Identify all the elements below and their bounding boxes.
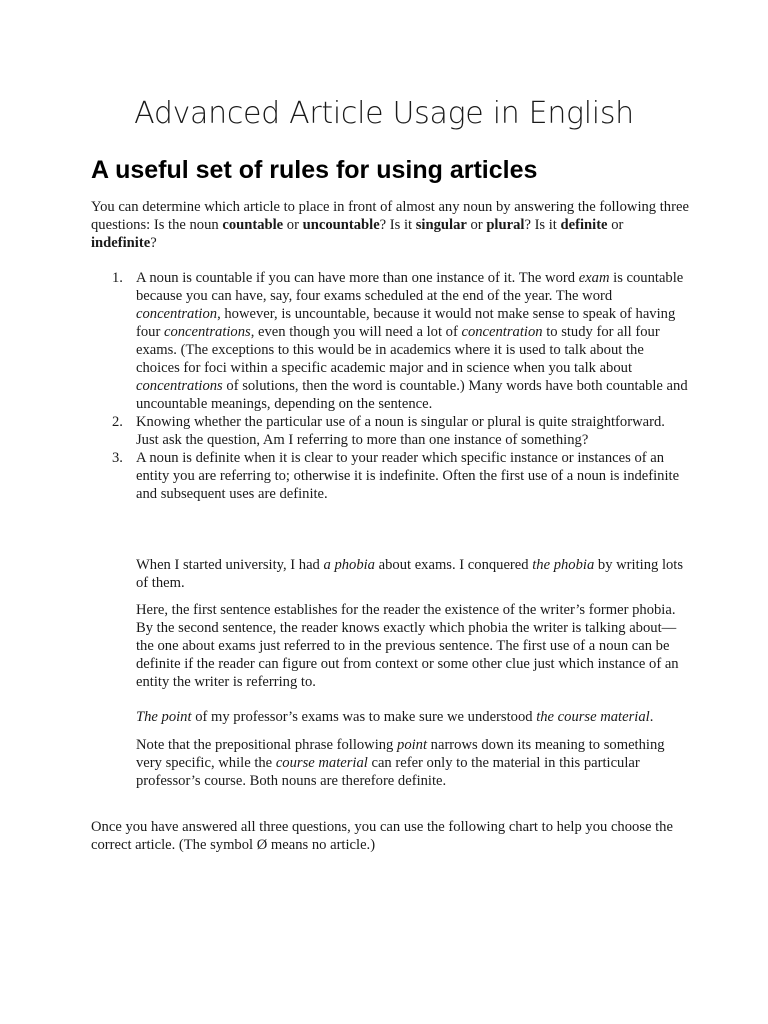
explanation-text: Note that the prepositional phrase following <box>136 737 398 753</box>
intro-text: You can determine which article to place in front of almost any noun by answering the following three questions: Is the noun <box>91 199 689 233</box>
rule-number: 1. <box>112 270 123 286</box>
intro-text: or <box>607 217 624 233</box>
example-text: . <box>649 709 654 725</box>
example-explanation-1: Here, the first sentence establishes for the reader the existence of the writer’s former phobia. By the second sentence, the reader knows exactly which phobia the writer is talking about—the one about exams just referred to in the previous sentence. The first use of a noun can be definite if the reader can figure out from context or some other clue just which instance of an entity the writer is referring to. <box>136 602 679 690</box>
rule-text: , however, is uncountable, because it would not make sense to speak of having four <box>136 306 676 340</box>
rule-item-3 <box>91 449 691 503</box>
rules-list <box>91 269 691 503</box>
term-indefinite: indefinite <box>91 235 151 251</box>
document-title: Advanced Article Usage in English <box>134 96 634 131</box>
rule-item-2 <box>91 413 691 449</box>
example-word: concentration <box>461 324 543 340</box>
intro-text: ? Is it <box>524 217 561 233</box>
rule-number: 2. <box>112 414 123 430</box>
example-sentence-1 <box>136 556 684 592</box>
example-word: concentrations <box>163 324 251 340</box>
example-explanation-2 <box>136 736 684 790</box>
rule-item-1 <box>91 269 691 413</box>
example-text: of my professor’s exams was to make sure we understood <box>191 709 537 725</box>
example-phrase: a phobia <box>323 557 375 573</box>
example-phrase: course material <box>275 755 368 771</box>
term-plural: plural <box>486 217 525 233</box>
example-text: When I started university, I had <box>136 557 324 573</box>
rule-text: A noun is definite when it is clear to your reader which specific instance or instances of an entity you are referring to; otherwise it is indefinite. Often the first use of a noun is indefinite and subsequent uses are definite. <box>136 450 680 502</box>
term-singular: singular <box>415 217 467 233</box>
example-word: concentration <box>136 306 218 322</box>
example-phrase: the course material <box>536 709 650 725</box>
rule-text: to study for all four exams. (The exceptions to this would be in academics where it is used to talk about the choices for foci within a specific academic major and in science when you talk about <box>136 324 660 376</box>
example-word: exam <box>578 270 610 286</box>
example-text: by writing lots of them. <box>136 557 684 591</box>
rule-text: , even though you will need a lot of <box>250 324 462 340</box>
intro-text: ? <box>150 235 157 251</box>
rule-text: Knowing whether the particular use of a noun is singular or plural is quite straightforward. Just ask the question, Am I referring to more than one instance of something? <box>136 414 665 448</box>
rule-text: A noun is countable if you can have more than one instance of it. The word <box>136 270 579 286</box>
intro-paragraph <box>91 198 691 252</box>
term-definite: definite <box>560 217 608 233</box>
section-heading: A useful set of rules for using articles <box>91 156 538 184</box>
explanation-text: can refer only to the material in this particular professor’s course. Both nouns are therefore definite. <box>136 755 640 789</box>
term-uncountable: uncountable <box>302 217 380 233</box>
example-phrase: The point <box>136 709 192 725</box>
rule-text: of solutions, then the word is countable.) Many words have both countable and uncountable meanings, depending on the sentence. <box>136 378 688 412</box>
example-word: concentrations <box>136 378 223 394</box>
example-phrase: the phobia <box>532 557 595 573</box>
example-word: point <box>397 737 428 753</box>
term-countable: countable <box>222 217 284 233</box>
intro-text: or <box>283 217 303 233</box>
example-text: about exams. I conquered <box>374 557 533 573</box>
intro-text: ? Is it <box>379 217 416 233</box>
intro-text: or <box>466 217 487 233</box>
closing-paragraph: Once you have answered all three questions, you can use the following chart to help you choose the correct article. (The symbol Ø means no article.) <box>91 819 673 853</box>
rule-number: 3. <box>112 450 123 466</box>
example-sentence-2 <box>136 708 684 726</box>
explanation-text: narrows down its meaning to something very specific, while the <box>136 737 665 771</box>
rule-text: is countable because you can have, say, four exams scheduled at the end of the year. The word <box>136 270 684 304</box>
